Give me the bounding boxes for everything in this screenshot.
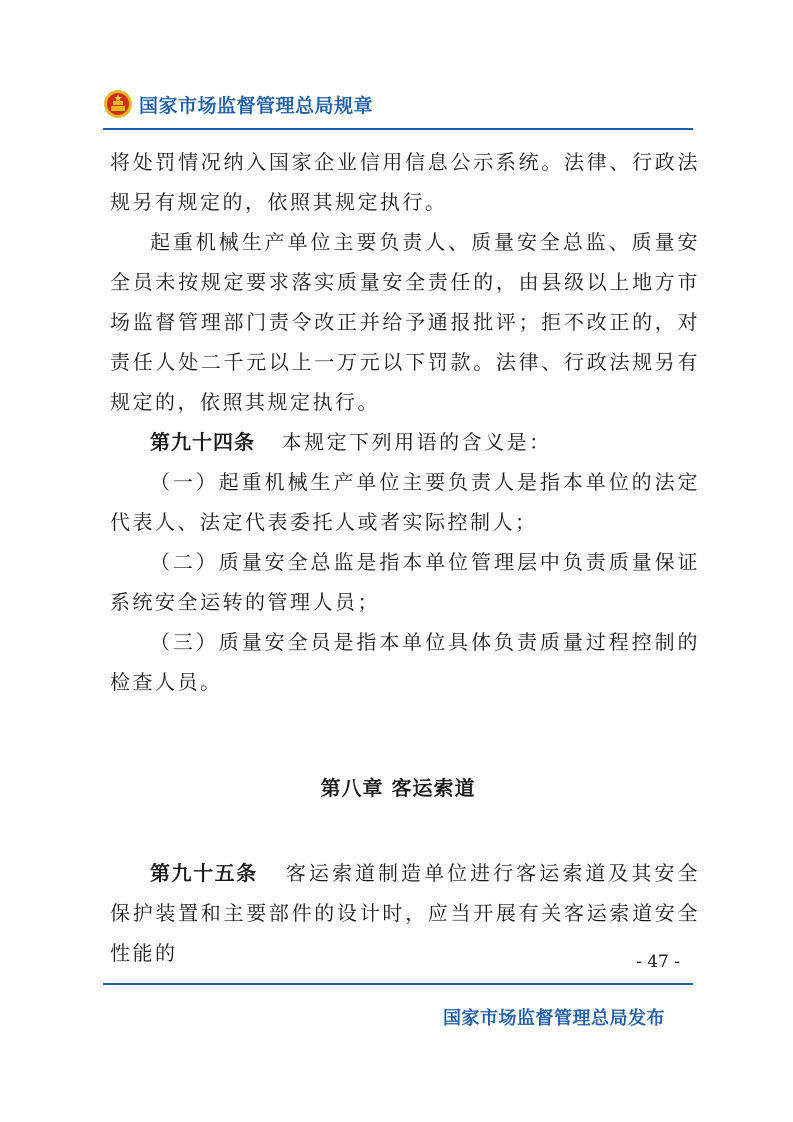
paragraph: 起重机械生产单位主要负责人、质量安全总监、质量安全员未按规定要求落实质量安全责任的，由县级以上地方市场监督管理部门责令改正并给予通报批评；拒不改正的，对责任人处二千元以上一万元以下罚款。法律、行政法规另有规定的，依照其规定执行。 [110, 230, 700, 414]
definition-item: （三）质量安全员是指本单位具体负责质量过程控制的检查人员。 [110, 630, 700, 694]
header-title: 国家市场监督管理总局规章 [139, 94, 374, 117]
page-number: - 47 - [636, 952, 680, 972]
article-95 [110, 853, 700, 973]
footer-publisher: 国家市场监督管理总局发布 [443, 1008, 665, 1029]
definition-item: （二）质量安全总监是指本单位管理层中负责质量保证系统安全运转的管理人员； [110, 550, 700, 614]
article-label: 第九十五条 [150, 861, 258, 885]
body-text-bottom [110, 853, 700, 973]
paragraph: 将处罚情况纳入国家企业信用信息公示系统。法律、行政法规另有规定的，依照其规定执行。 [110, 150, 700, 214]
definition-item: （一）起重机械生产单位主要负责人是指本单位的法定代表人、法定代表委托人或者实际控制人； [110, 470, 700, 534]
chapter-title: 第八章 客运索道 [320, 776, 476, 800]
article-text: 本规定下列用语的含义是： [281, 430, 552, 454]
body-text-top [110, 142, 700, 702]
page-header [103, 84, 693, 124]
footer-divider [103, 983, 693, 985]
article-text: 客运索道制造单位进行客运索道及其安全保护装置和主要部件的设计时，应当开展有关客运索道安全性能的 [110, 861, 701, 965]
article-label: 第九十四条 [150, 430, 255, 454]
header-divider [103, 128, 693, 130]
national-emblem-icon [103, 89, 133, 119]
article-94 [110, 422, 700, 462]
